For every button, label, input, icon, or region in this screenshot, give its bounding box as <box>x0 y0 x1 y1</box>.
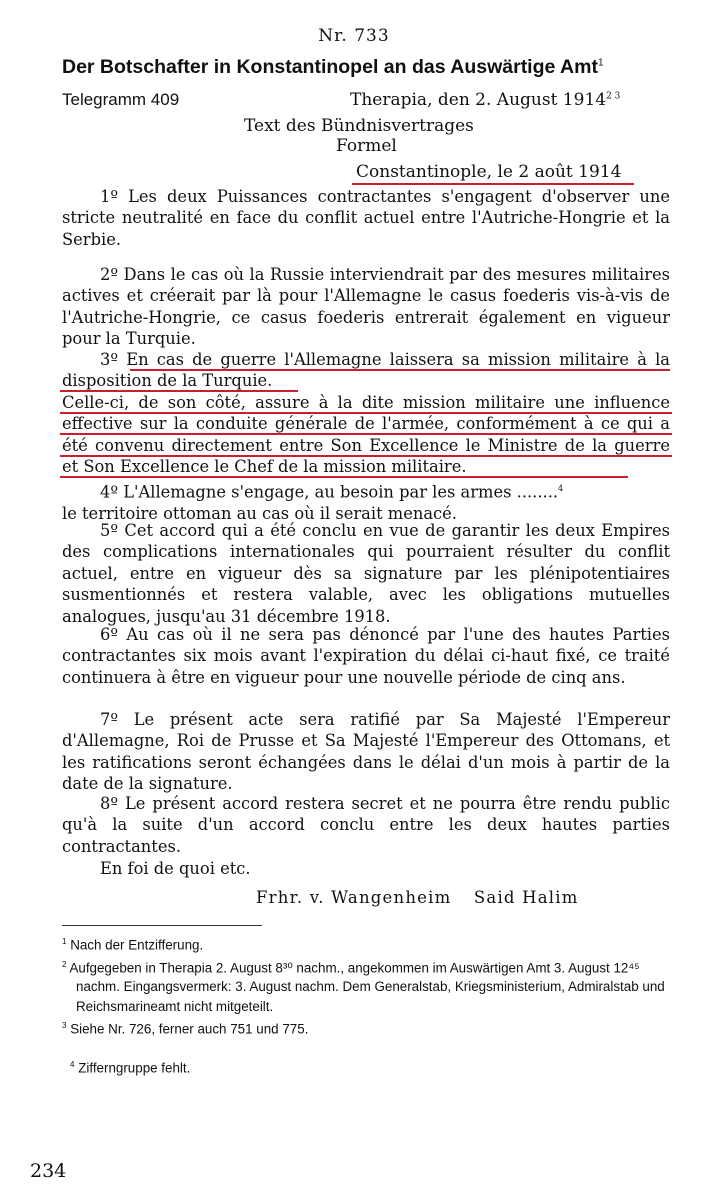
closing-formula <box>62 858 670 879</box>
underline-article-3b-line-2 <box>60 433 672 435</box>
underline-article-3b-line-1 <box>60 412 672 414</box>
underline-article-3b-line-3 <box>60 455 672 457</box>
treaty-place-date: Constantinople, le 2 août 1914 <box>356 162 622 182</box>
signature-said-halim: Said Halim <box>473 888 579 907</box>
article-8 <box>62 793 670 857</box>
signature-line <box>256 888 579 907</box>
signature-wangenheim: Frhr. v. Wangenheim <box>256 888 452 907</box>
article-6-text: 6º Au cas où il ne sera pas dénoncé par l'une des hautes Parties contractantes six mois avant l'expiration du délai ci-haut fixé, ce traité continuera à être en vigueur pour une nouvelle période de cinq ans. <box>62 625 670 687</box>
underline-article-3-line-2 <box>60 390 298 392</box>
article-5 <box>62 520 670 627</box>
article-2 <box>62 264 670 350</box>
footnote-4-text: Zifferngruppe fehlt. <box>78 1060 191 1076</box>
article-1-text: 1º Les deux Puissances contractantes s'engagent d'observer une stricte neutralité en face du conflit actuel entre l'Autriche-Hongrie et la Serbie. <box>62 187 670 249</box>
article-3-continued-text: Celle-ci, de son côté, assure à la dite mission militaire une influence effective sur la conduite générale de l'armée, conformément à ce qui a été convenu directement entre Son Excellence le Ministre de la guerre et Son Excellence le Chef de la mission militaire. <box>62 393 670 477</box>
footnote-3-text: Siehe Nr. 726, ferner auch 751 und 775. <box>70 1021 309 1037</box>
footnote-1-number: 1 <box>62 937 67 946</box>
title-footnote-ref: 1 <box>597 57 604 69</box>
page-number: 234 <box>30 1160 67 1182</box>
article-1 <box>62 186 670 250</box>
article-7 <box>62 709 670 795</box>
article-6 <box>62 624 670 688</box>
article-8-text: 8º Le présent accord restera secret et ne pourra être rendu public qu'à la suite d'un accord conclu entre les deux hautes parties contractantes. <box>62 794 670 856</box>
footnote-4 <box>70 1060 190 1075</box>
place-date <box>350 90 620 110</box>
treaty-title: Text des Bündnisvertrages <box>244 116 474 136</box>
article-4-line <box>62 478 670 503</box>
footnote-1-text: Nach der Entzifferung. <box>70 937 204 953</box>
document-number: Nr. 733 <box>318 26 390 46</box>
document-title-text: Der Botschafter in Konstantinopel an das Auswärtige Amt <box>62 56 598 78</box>
formel-heading: Formel <box>336 136 397 156</box>
footnote-3 <box>62 1016 682 1039</box>
article-4-continued: le territoire ottoman au cas où il serait menacé. <box>62 503 457 523</box>
closing-formula-text: En foi de quoi etc. <box>100 859 251 878</box>
underline-article-3b-line-4 <box>60 476 628 478</box>
document-title <box>62 56 682 79</box>
article-4 <box>62 478 670 524</box>
telegram-number: Telegramm 409 <box>62 90 180 109</box>
footnote-2-number: 2 <box>62 959 67 969</box>
article-5-text: 5º Cet accord qui a été conclu en vue de garantir les deux Empires des complications internationales qui pourraient résulter du conflit actuel, entre en vigueur dès sa signature par les plénipotentiaires susmentionnés et restera valable, avec les obligations mutuelles analogues, jusqu'au 31 décembre 1918. <box>62 521 670 626</box>
article-4-footnote-ref: 4 <box>558 484 564 493</box>
article-7-text: 7º Le présent acte sera ratifié par Sa Majesté l'Empereur d'Allemagne, Roi de Prusse et Sa Majesté l'Empereur des Ottomans, et les ratifications seront échangées dans le délai d'un mois à partir de la date de la signature. <box>62 710 670 794</box>
footnote-2 <box>62 955 682 1016</box>
article-2-text: 2º Dans le cas où la Russie interviendrait par des mesures militaires actives et créerait par là pour l'Allemagne le casus foederis vis-à-vis de l'Autriche-Hongrie, ce casus foederis entrerait également en vigueur pour la Turquie. <box>62 265 670 349</box>
footnotes <box>62 932 682 1038</box>
place-date-text: Therapia, den 2. August 1914 <box>350 90 607 110</box>
footnote-1 <box>62 932 682 955</box>
footnote-divider <box>62 925 262 926</box>
footnote-4-number: 4 <box>70 1060 75 1069</box>
underline-article-3-line-1 <box>130 369 670 371</box>
article-4-text: 4º L'Allemagne s'engage, au besoin par les armes ........ <box>100 482 559 502</box>
underline-treaty-date <box>352 183 634 185</box>
place-date-footnote-refs: 2 3 <box>606 91 621 102</box>
article-3-text: 3º En cas de guerre l'Allemagne laissera sa mission militaire à la disposition de la Turquie. <box>62 350 670 391</box>
footnote-3-number: 3 <box>62 1020 67 1030</box>
footnote-2-text: Aufgegeben in Therapia 2. August 8³⁰ nachm., angekommen im Auswärtigen Amt 3. August 12⁴⁵ nachm. Eingangsvermerk: 3. August nachm. Dem Generalstab, Kriegsministerium, Admiralstab und Reichsmarineamt nicht mitgeteilt. <box>69 960 665 1014</box>
